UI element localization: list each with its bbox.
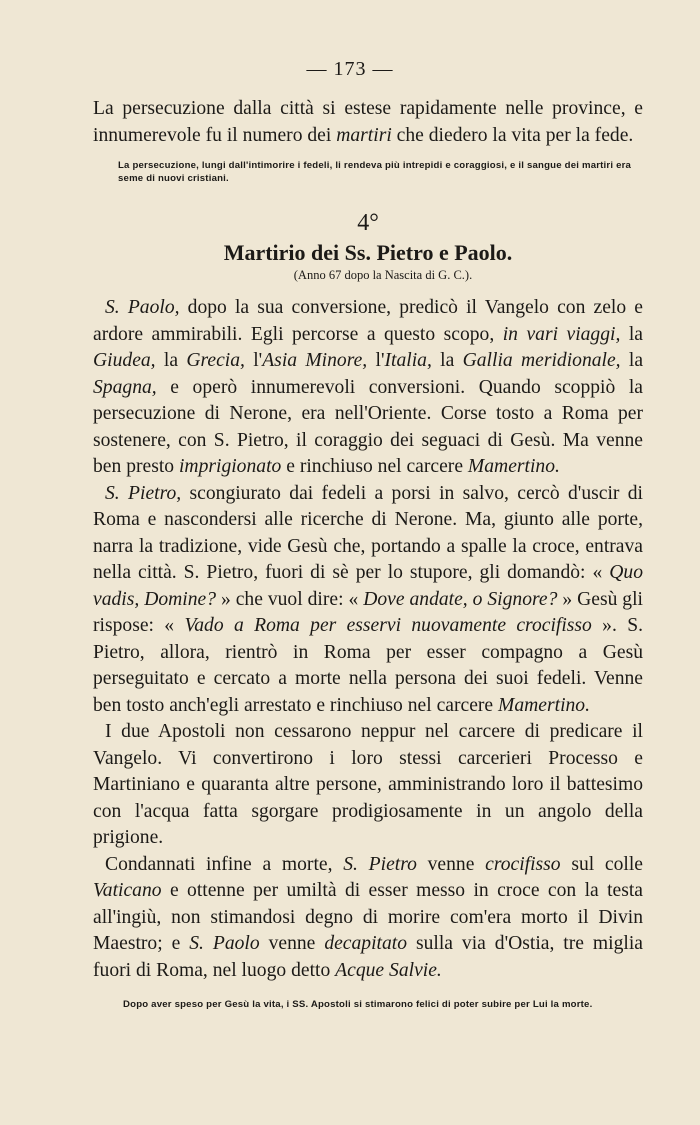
italic-text: Acque Salvie. (335, 959, 442, 981)
text-run: e ottenne per umiltà di esser messo in croce con la testa all'ingiù, non stimandosi degno di morire com'era morto il Divin Maestro; e (93, 880, 643, 954)
intro-martiri: martiri (336, 124, 392, 146)
section-title: Martirio dei Ss. Pietro e Paolo. (223, 240, 513, 265)
text-run: la (155, 350, 187, 371)
italic-text: S. Pietro, (105, 482, 182, 504)
intro-text-1: La persecuzione dalla città si estese rapidamente nelle province, e innumerevole fu il numero dei (93, 98, 643, 146)
italic-text: S. Paolo (189, 933, 260, 954)
paragraph-paolo (93, 295, 643, 481)
text-run: e operò innumerevoli conversioni. Quando scoppiò la persecuzione di Nerone, era nell'Oriente. Corse tosto a Roma per sostenere, con S. Pietro, il coraggio dei seguaci di Gesù. Ma venne ben presto (93, 376, 643, 477)
italic-text: Asia Minore, (262, 350, 368, 371)
text-run: e rinchiuso nel carcere (281, 456, 468, 477)
text-run: Condannati infine a morte, (105, 853, 344, 875)
page-content (93, 96, 643, 1011)
top-note: La persecuzione, lungi dall'intimorire i fedeli, li rendeva più intrepidi e coraggiosi, e il sangue dei martiri era seme di nuovi cristiani. (118, 160, 632, 184)
text-run: l' (244, 350, 263, 371)
italic-text: Vado a Roma per esservi nuovamente crocifisso (184, 615, 592, 636)
text-run: la (620, 323, 643, 345)
italic-text: Giudea, (93, 350, 156, 371)
text-run: la (431, 350, 463, 371)
italic-text: Grecia, (186, 350, 245, 371)
italic-text: in vari viaggi, (502, 323, 621, 345)
text-run: sulla via d'Ostia, tre miglia fuori di Roma, nel luogo detto (93, 933, 643, 981)
italic-text: S. Paolo, (105, 297, 180, 318)
section-body (93, 295, 643, 984)
italic-text: crocifisso (485, 853, 561, 875)
text-run: ». S. Pietro, allora, rientrò in Roma per esser compagno a Gesù perseguitato e cercato a morte nella persona dei suoi fedeli. Venne ben tosto anch'egli arrestato e rinchiuso nel carcere (93, 615, 644, 716)
text-run: sul colle (560, 853, 643, 875)
text-run: venne (259, 933, 325, 954)
italic-text: Vaticano (93, 880, 162, 901)
page-number: — 173 — (306, 58, 394, 80)
text-run: » Gesù gli rispose: « (93, 588, 643, 636)
italic-text: decapitato (324, 933, 408, 954)
italic-text: S. Pietro (343, 853, 417, 875)
text-run: l' (367, 350, 385, 371)
text-run: I due Apostoli non cessarono neppur nel carcere di predicare il Vangelo. Vi convertirono i loro stessi carcerieri Processo e Martiniano e quaranta altre persone, amministrando loro il battesimo con l'acqua fatta sgorgare prodigiosamente in un angolo della prigione. (93, 721, 643, 848)
paragraph-martirio (93, 852, 643, 985)
section-subtitle: (Anno 67 dopo la Nascita di G. C.). (293, 268, 473, 282)
italic-text: Dove andate, o Signore? (363, 588, 558, 610)
paragraph-apostoli (93, 719, 643, 852)
section-number: 4° (357, 210, 379, 236)
intro-paragraph (93, 96, 643, 149)
text-run: scongiurato dai fedeli a porsi in salvo, cercò d'uscir di Roma e nascondersi alle ricerche di Nerone. Ma, giunto alle porte, narra la tradizione, vide Gesù che, portando a spalle la croce, entrava nella città. S. Pietro, fuori di sè per lo stupore, gli domandò: « (93, 482, 643, 583)
italic-text: Spagna, (93, 376, 157, 398)
text-run: dopo la sua conversione, predicò il Vangelo con zelo e ardore ammirabili. Egli percorse a questo scopo, (93, 297, 643, 345)
text-run: » che vuol dire: « (216, 588, 364, 610)
italic-text: Italia, (384, 350, 432, 371)
text-run: venne (416, 853, 486, 875)
paragraph-pietro (93, 481, 643, 720)
intro-text-2: che diedero la vita per la fede. (391, 124, 634, 146)
text-run: la (620, 350, 644, 371)
italic-text: Mamertino. (467, 456, 560, 477)
italic-text: Quo vadis, Domine? (93, 562, 643, 610)
italic-text: Gallia meridionale, (462, 350, 621, 371)
italic-text: imprigionato (178, 456, 282, 477)
bottom-note: Dopo aver speso per Gesù la vita, i SS. Apostoli si stimarono felici di poter subire per Lui la morte. (123, 999, 593, 1010)
italic-text: Mamertino. (498, 694, 591, 716)
